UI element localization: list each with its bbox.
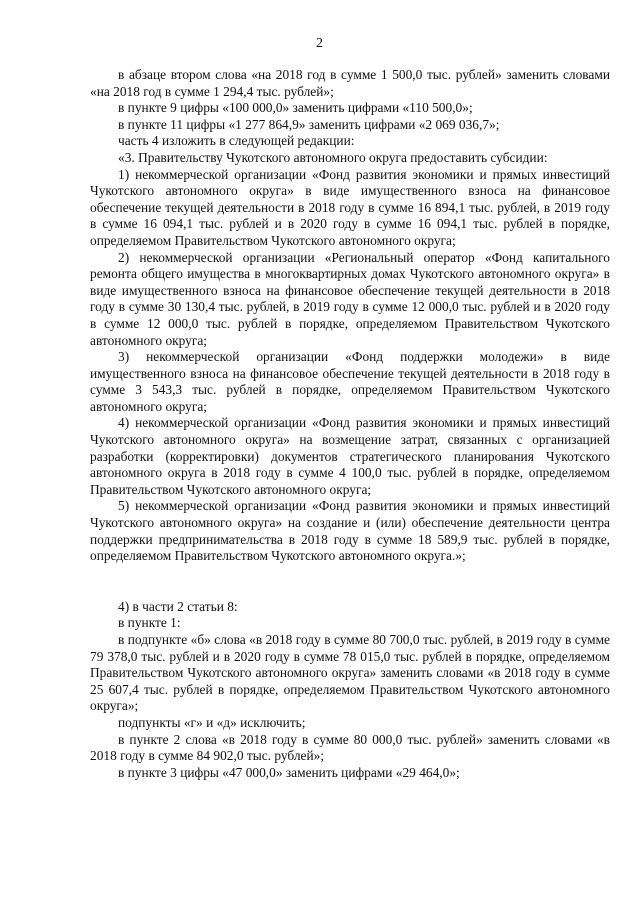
paragraph-2: в пункте 9 цифры «100 000,0» заменить цифрами «110 500,0»; bbox=[118, 100, 473, 116]
paragraph-7: 2) некоммерческой организации «Региональный оператор «Фонд капитального ремонта общего имущества в многоквартирных домах Чукотского автономного округа» в виде имущественного взноса на финансовое обеспечение текущей деятельности в 2018 году в сумме 30 130,4 тыс. рублей, в 2019 году в сумме 12 000,0 тыс. рублей и в 2020 году в сумме 12 000,0 тыс. рублей в порядке, определяемом Правительством Чукотского автономного округа; bbox=[90, 249, 610, 348]
paragraph-16: в пункте 3 цифры «47 000,0» заменить цифрами «29 464,0»; bbox=[118, 764, 460, 780]
paragraph-12: в пункте 1: bbox=[118, 615, 181, 631]
paragraph-11: 4) в части 2 статьи 8: bbox=[118, 598, 238, 614]
paragraph-10: 5) некоммерческой организации «Фонд развития экономики и прямых инвестиций Чукотского автономного округа» на создание и (или) обеспечение деятельности центра поддержки предпринимательства в 2018 году в сумме 18 589,9 тыс. рублей в порядке, определяемом Правительством Чукотского автономного округа.»; bbox=[90, 498, 610, 564]
paragraph-1: в абзаце втором слова «на 2018 год в сумме 1 500,0 тыс. рублей» заменить словами «на 2018 год в сумме 1 294,4 тыс. рублей»; bbox=[90, 67, 610, 99]
paragraph-3: в пункте 11 цифры «1 277 864,9» заменить цифрами «2 069 036,7»; bbox=[118, 116, 500, 132]
paragraph-9: 4) некоммерческой организации «Фонд развития экономики и прямых инвестиций Чукотского автономного округа» на возмещение затрат, связанных с организацией разработки (корректировки) документов стратегического планирования Чукотского автономного округа в 2018 году в сумме 4 100,0 тыс. рублей в порядке, определяемом Правительством Чукотского автономного округа; bbox=[90, 415, 610, 497]
paragraph-4: часть 4 изложить в следующей редакции: bbox=[118, 133, 355, 149]
paragraph-5: «3. Правительству Чукотского автономного округа предоставить субсидии: bbox=[118, 149, 548, 165]
paragraph-8: 3) некоммерческой организации «Фонд поддержки молодежи» в виде имущественного взноса на финансовое обеспечение текущей деятельности в 2018 году в сумме 3 543,3 тыс. рублей в порядке, определяемом Правительством Чукотского автономного округа; bbox=[90, 349, 610, 414]
paragraph-6: 1) некоммерческой организации «Фонд развития экономики и прямых инвестиций Чукотского автономного округа» в виде имущественного взноса на финансовое обеспечение текущей деятельности в 2018 году в сумме 16 894,1 тыс. рублей, в 2019 году в сумме 16 094,1 тыс. рублей и в 2020 году в сумме 16 094,1 тыс. рублей в порядке, определяемом Правительством Чукотского автономного округа; bbox=[90, 166, 610, 248]
document-body bbox=[90, 67, 610, 781]
paragraph-13: в подпункте «б» слова «в 2018 году в сумме 80 700,0 тыс. рублей, в 2019 году в сумме 79 378,0 тыс. рублей и в 2020 году в сумме 78 015,0 тыс. рублей в порядке, определяемом Правительством Чукотского автономного округа» заменить словами «в 2018 году в сумме 25 607,4 тыс. рублей в порядке, определяемом Правительством Чукотского автономного округа»; bbox=[90, 632, 610, 714]
section-gap bbox=[90, 565, 610, 599]
paragraph-15: в пункте 2 слова «в 2018 году в сумме 80 000,0 тыс. рублей» заменить словами «в 2018 году в сумме 84 902,0 тыс. рублей»; bbox=[90, 731, 610, 764]
page-number: 2 bbox=[316, 36, 323, 51]
paragraph-14: подпункты «г» и «д» исключить; bbox=[118, 714, 306, 730]
